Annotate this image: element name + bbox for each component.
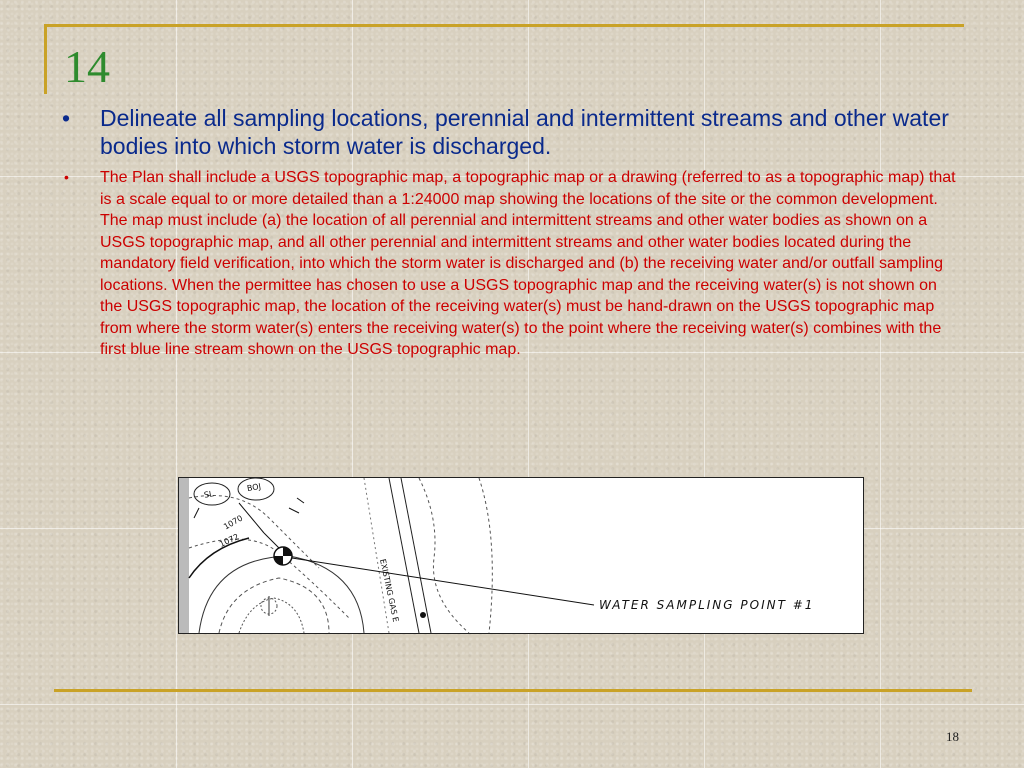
map-contour-label: 1070: [222, 513, 245, 532]
background-seam: [0, 704, 1024, 705]
bullet-marker: •: [64, 169, 69, 185]
bullet-text: The Plan shall include a USGS topographic map, a topographic map or a drawing (referred to as a topographic map) that is a scale equal to or more detailed than a 1:24000 map showing the locations of the site or the common development. The map must include (a) the location of all perennial and intermittent streams and other water bodies as shown on a USGS topographic map, and all other perennial and intermittent streams and other water bodies located during the mandatory field verification, into which the storm water is discharged and (b) the receiving water and/or outfall sampling locations. When the permittee has chosen to use a USGS topographic map and the receiving water(s) is not shown on the USGS topographic map, the location of the receiving water(s) must be hand-drawn on the USGS topographic map from where the storm water(s) enters the receiving water(s) to the point where the receiving water(s) combines with the first blue line stream shown on the USGS topographic map.: [100, 169, 956, 358]
map-circle-label: SL: [203, 489, 215, 500]
map-contour-label: 1072: [218, 532, 241, 549]
bullet-marker: •: [62, 105, 71, 131]
map-figure: [178, 477, 864, 634]
map-circle-label: BOJ: [246, 481, 262, 494]
map-gas-label: EXISTING GAS E: [378, 558, 401, 623]
map-sampling-label: WATER SAMPLING POINT #1: [599, 598, 815, 612]
bottom-rule: [54, 689, 972, 692]
page-number: 18: [946, 729, 959, 744]
bullet-text: Delineate all sampling locations, perennial and intermittent streams and other water bodies into which storm water is discharged.: [100, 105, 949, 159]
left-rule: [44, 24, 47, 94]
slide-title: 14: [64, 41, 110, 92]
top-rule: [44, 24, 964, 27]
